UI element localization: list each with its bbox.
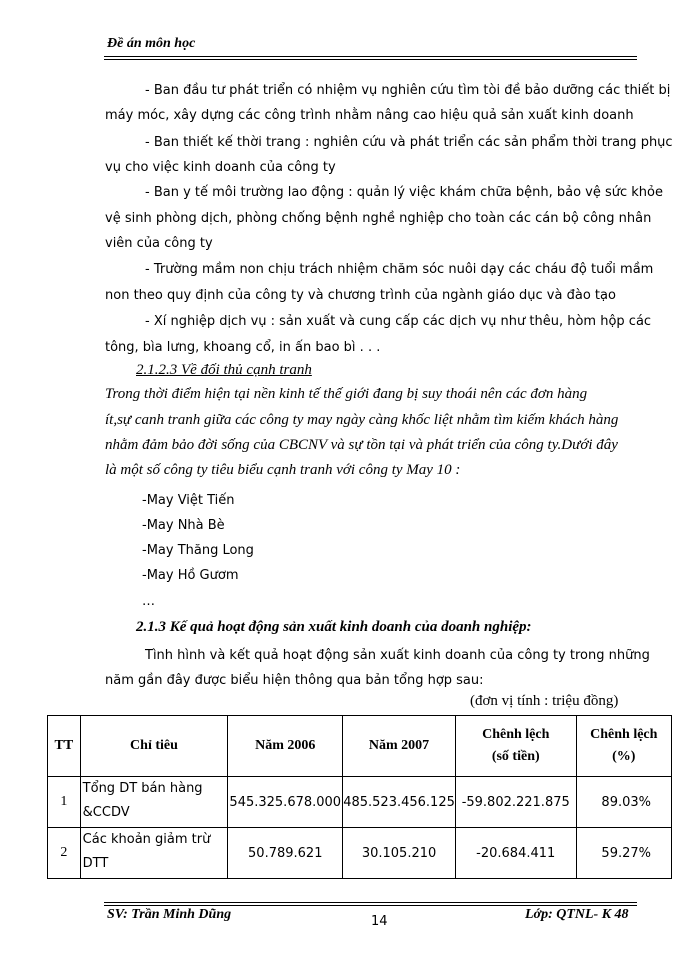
cell-tt: 1 bbox=[48, 777, 81, 828]
cell-pct: 89.03% bbox=[576, 777, 671, 828]
header-2006: Năm 2006 bbox=[228, 716, 343, 777]
header-diff-amount bbox=[455, 716, 576, 777]
paragraph-line: non theo quy định của công ty và chương trình của ngành giáo dục và đào tạo bbox=[105, 288, 616, 303]
header-diff-unit: (số tiền) bbox=[491, 749, 540, 764]
footer-rule bbox=[104, 902, 637, 903]
header-diff-percent bbox=[576, 716, 671, 777]
header-tt: TT bbox=[48, 716, 81, 777]
ellipsis: … bbox=[142, 594, 155, 609]
competitor-item: -May Nhà Bè bbox=[142, 518, 225, 533]
header-pct-label: Chênh lệch bbox=[590, 727, 658, 742]
cell-pct: 59.27% bbox=[576, 828, 671, 879]
paragraph-line: máy móc, xây dựng các công trình nhằm nâng cao hiệu quả sản xuất kinh doanh bbox=[105, 108, 634, 123]
paragraph-line: năm gần đây được biểu hiện thông qua bản tổng hợp sau: bbox=[105, 673, 484, 688]
italic-line: là một số công ty tiêu biểu cạnh tranh với công ty May 10 : bbox=[105, 462, 461, 478]
header-indicator: Chỉ tiêu bbox=[80, 716, 228, 777]
paragraph-line: Tình hình và kết quả hoạt động sản xuất kinh doanh của công ty trong những bbox=[145, 648, 650, 663]
footer-student: SV: Trần Minh Dũng bbox=[107, 907, 232, 922]
cell-tt: 2 bbox=[48, 828, 81, 879]
paragraph-line: viên của công ty bbox=[105, 236, 213, 251]
header-2007: Năm 2007 bbox=[343, 716, 456, 777]
footer-rule-secondary bbox=[104, 905, 637, 906]
paragraph-line: tông, bìa lưng, khoang cổ, in ấn bao bì . . . bbox=[105, 340, 381, 355]
competitor-item: -May Thăng Long bbox=[142, 543, 254, 558]
cell-indicator bbox=[80, 828, 228, 879]
cell-2007: 30.105.210 bbox=[343, 828, 456, 879]
paragraph-line: vụ cho việc kinh doanh của công ty bbox=[105, 160, 336, 175]
paragraph-line: - Xí nghiệp dịch vụ : sản xuất và cung cấp các dịch vụ như thêu, hòm hộp các bbox=[145, 314, 652, 329]
cell-2006: 50.789.621 bbox=[228, 828, 343, 879]
cell-indicator bbox=[80, 777, 228, 828]
section-heading-results: 2.1.3 Kế quả hoạt động sản xuất kinh doanh của doanh nghiệp: bbox=[136, 619, 532, 635]
cell-2007: 485.523.456.125 bbox=[343, 777, 456, 828]
italic-line: nhằm đảm bảo đời sống của CBCNV và sự tồn tại và phát triển của công ty.Dưới đây bbox=[105, 437, 618, 453]
table-row bbox=[48, 777, 672, 828]
paragraph-line: - Trường mầm non chịu trách nhiệm chăm sóc nuôi dạy các cháu độ tuổi mầm bbox=[145, 262, 654, 277]
footer-class: Lớp: QTNL- K 48 bbox=[525, 907, 629, 922]
unit-note: (đơn vị tính : triệu đồng) bbox=[470, 693, 619, 709]
cell-2006: 545.325.678.000 bbox=[228, 777, 343, 828]
cell-indicator-line: &CCDV bbox=[82, 805, 130, 820]
section-heading-competitors: 2.1.2.3 Về đối thủ cạnh tranh bbox=[136, 362, 312, 378]
cell-indicator-line: Các khoản giảm trừ bbox=[82, 832, 211, 847]
cell-indicator-line: DTT bbox=[82, 856, 109, 871]
italic-line: ít,sự canh tranh giữa các công ty may ngày càng khốc liệt nhằm tìm kiếm khách hàng bbox=[105, 412, 619, 428]
competitor-item: -May Việt Tiến bbox=[142, 493, 235, 508]
table-header-row bbox=[48, 716, 672, 777]
italic-line: Trong thời điểm hiện tại nền kinh tế thế giới đang bị suy thoái nên các đơn hàng bbox=[105, 386, 588, 402]
cell-diff: -59.802.221.875 bbox=[455, 777, 576, 828]
table-row bbox=[48, 828, 672, 879]
cell-diff: -20.684.411 bbox=[455, 828, 576, 879]
header-diff-label: Chênh lệch bbox=[482, 727, 550, 742]
paragraph-line: vệ sinh phòng dịch, phòng chống bệnh nghề nghiệp cho toàn các cán bộ công nhân bbox=[105, 211, 652, 226]
header-rule-secondary bbox=[104, 59, 637, 60]
paragraph-line: - Ban thiết kế thời trang : nghiên cứu và phát triển các sản phẩm thời trang phục bbox=[145, 135, 673, 150]
paragraph-line: - Ban y tế môi trường lao động : quản lý việc khám chữa bệnh, bảo vệ sức khỏe bbox=[145, 185, 663, 200]
cell-indicator-line: Tổng DT bán hàng bbox=[82, 781, 203, 796]
page-number: 14 bbox=[371, 914, 388, 929]
paragraph-line: - Ban đầu tư phát triển có nhiệm vụ nghiên cứu tìm tòi đề bảo dưỡng các thiết bị bbox=[145, 83, 671, 98]
header-rule bbox=[104, 56, 637, 57]
results-table bbox=[47, 715, 672, 879]
header-pct-unit: (%) bbox=[612, 749, 636, 764]
competitor-item: -May Hồ Gươm bbox=[142, 568, 239, 583]
header-title: Đề án môn học bbox=[107, 36, 196, 51]
